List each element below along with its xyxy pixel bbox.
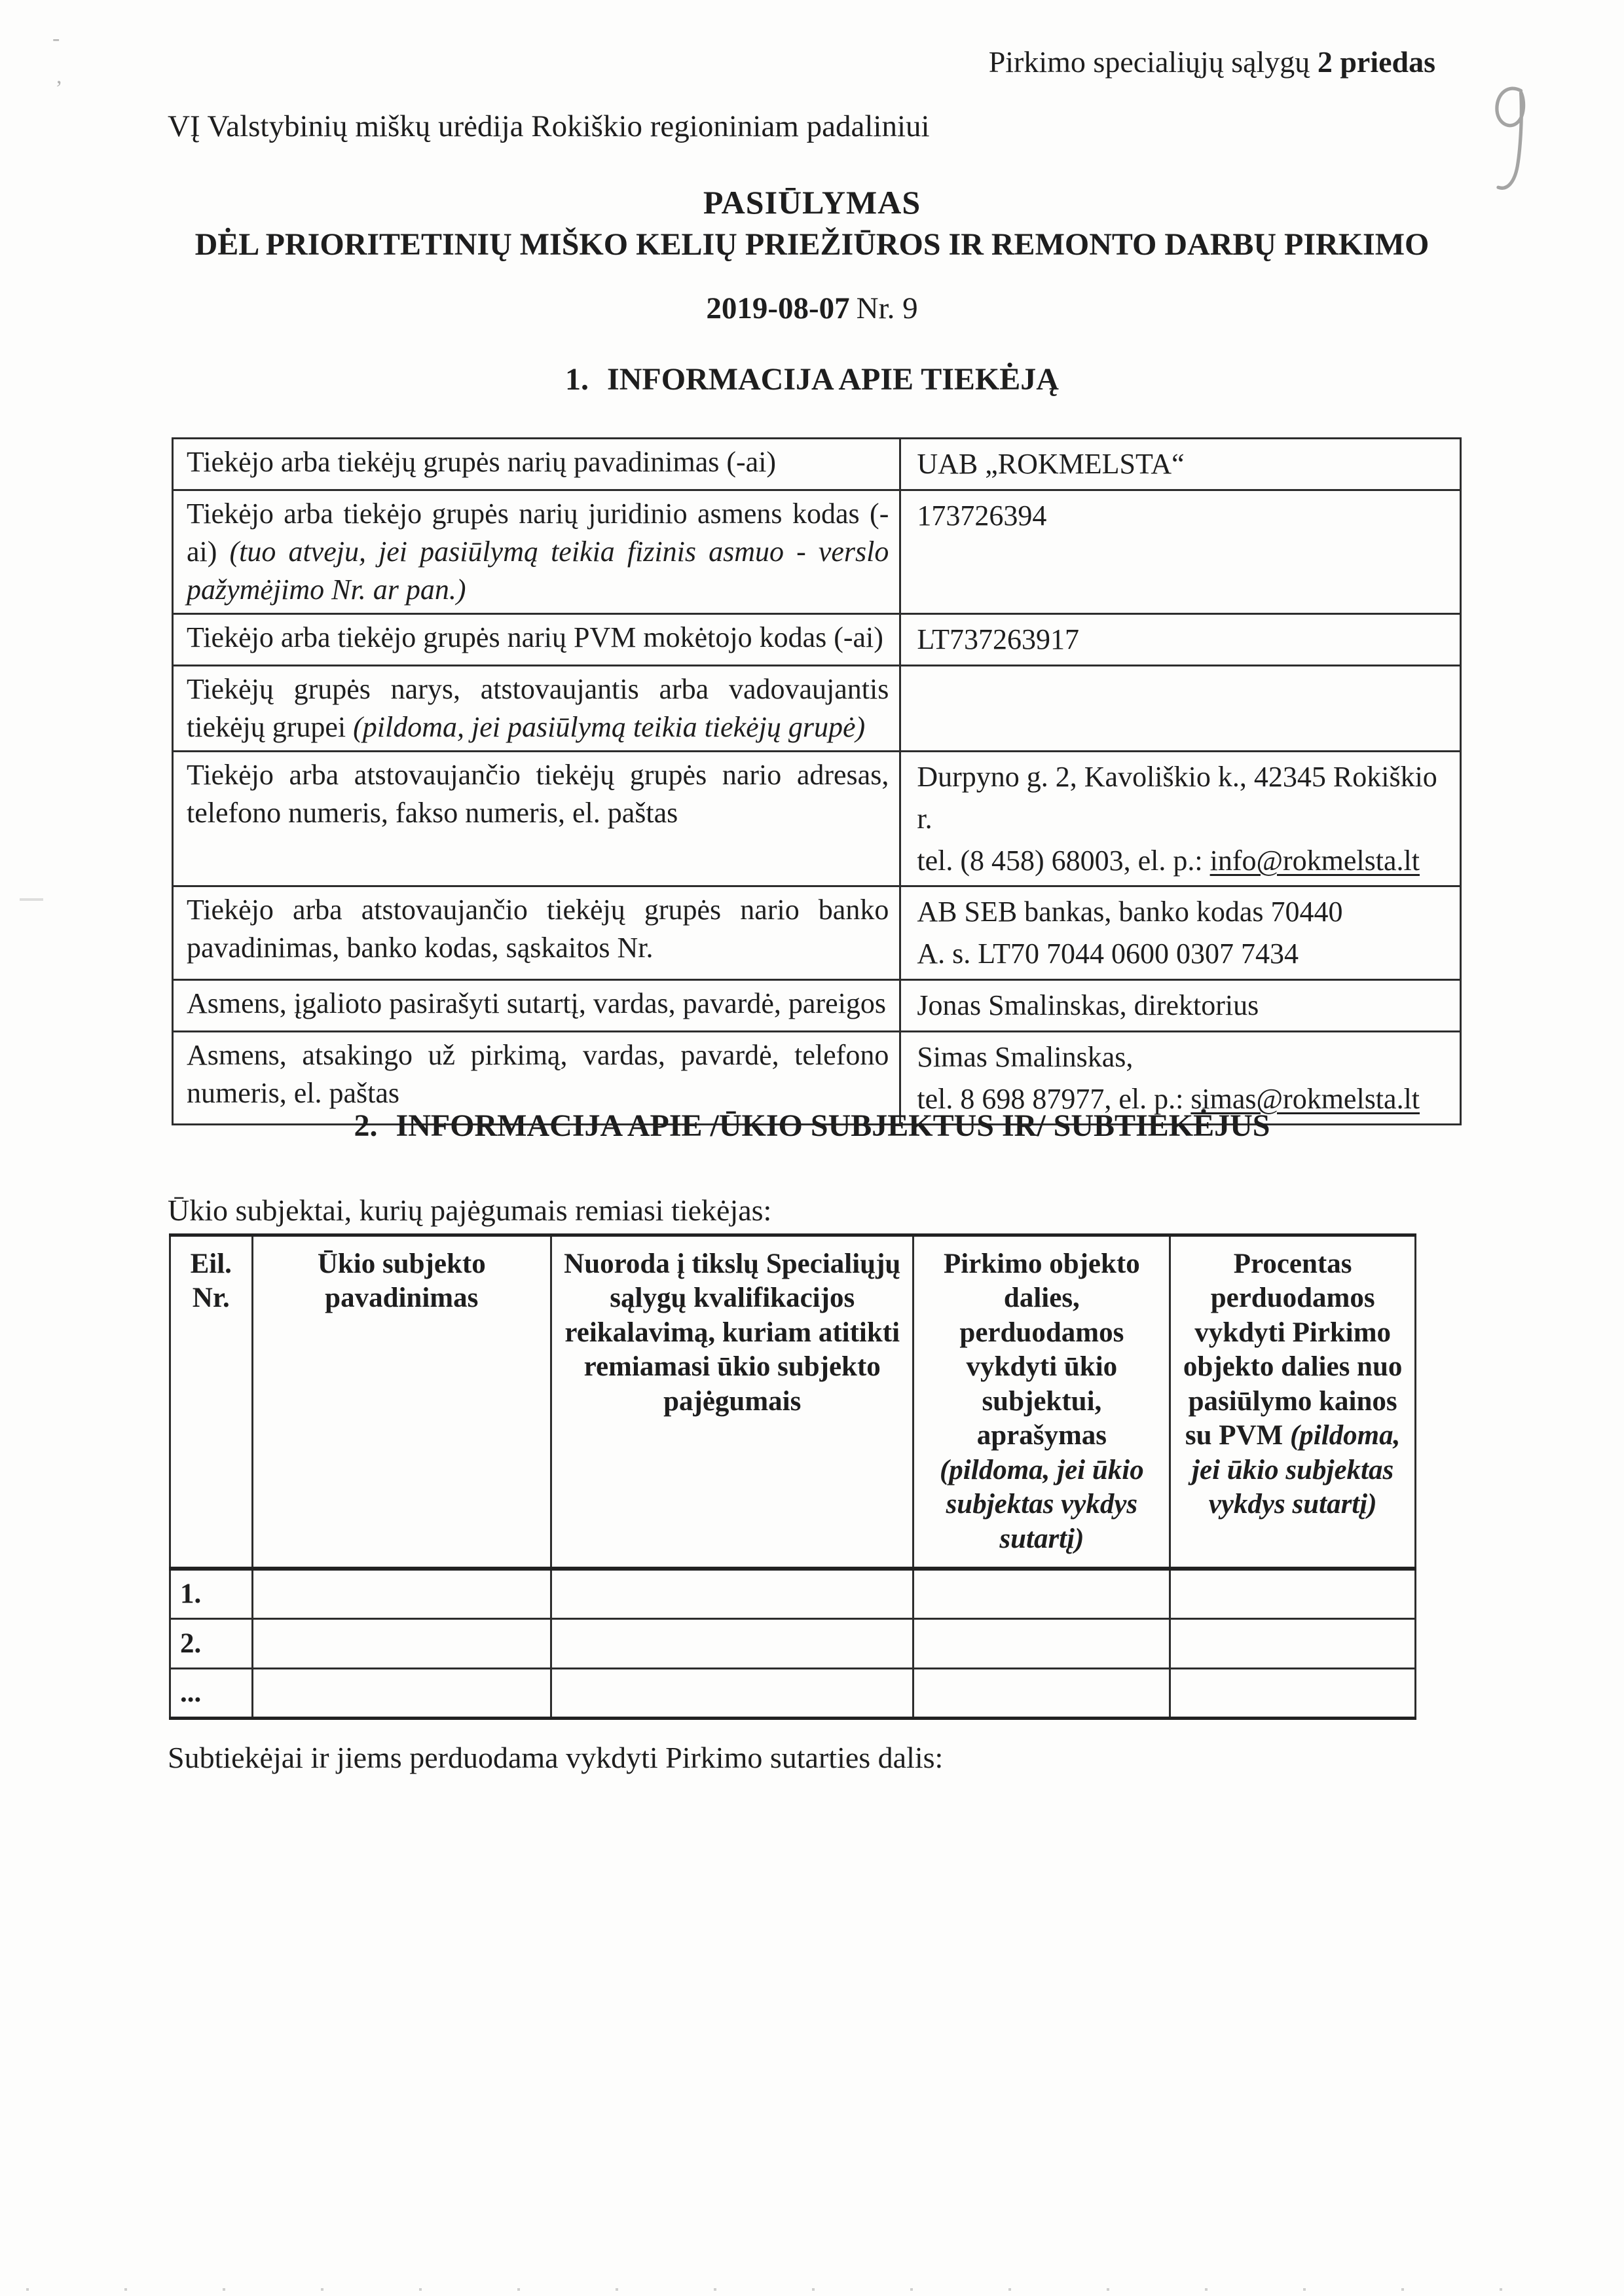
subcontractors-note: Subtiekėjai ir jiems perduodama vykdyti Pirkimo sutarties dalis: (168, 1741, 944, 1774)
empty-cell (551, 1569, 913, 1618)
row-label: Asmens, atsakingo už pirkimą, vardas, pavardė, telefono numeris, el. paštas (173, 1031, 900, 1125)
row-number: 2. (170, 1618, 253, 1668)
row-label: Tiekėjų grupės narys, atstovaujantis arba vadovaujantis tiekėjų grupei (pildoma, jei pasiūlymą teikia tiekėjų grupė) (173, 665, 900, 751)
section2-number: 2. (354, 1108, 378, 1143)
table-row (173, 490, 1461, 613)
supplier-info-table (172, 437, 1462, 1125)
table-row (173, 439, 1461, 490)
row-label-note: (pildoma, jei pasiūlymą teikia tiekėjų grupė) (353, 710, 866, 743)
table-row (173, 886, 1461, 980)
value-line: LT737263917 (917, 623, 1080, 656)
row-number: ... (170, 1668, 253, 1718)
empty-cell (913, 1668, 1170, 1718)
subjects-intro: Ūkio subjektai, kurių pajėgumais remiasi tiekėjas: (168, 1194, 772, 1227)
section1-heading (85, 361, 1539, 397)
document-date (85, 291, 1539, 326)
section2-title: INFORMACIJA APIE /ŪKIO SUBJEKTUS IR/ SUBTIEKĖJUS (396, 1108, 1270, 1143)
value-line: 173726394 (917, 499, 1047, 532)
row-label-note: (tuo atveju, jei pasiūlymą teikia fizinis asmuo - verslo pažymėjimo Nr. ar pan.) (187, 535, 889, 606)
row-value (900, 490, 1461, 613)
document-number: Nr. 9 (856, 291, 918, 325)
value-line: tel. (8 458) 68003, el. p.: info@rokmelsta.lt (917, 844, 1420, 877)
empty-cell (913, 1569, 1170, 1618)
row-label: Asmens, įgalioto pasirašyti sutartį, vardas, pavardė, pareigos (173, 979, 900, 1031)
empty-cell (1170, 1569, 1416, 1618)
column-header-note: (pildoma, jei ūkio subjektas vykdys sutartį) (1192, 1420, 1401, 1520)
row-label: Tiekėjo arba atstovaujančio tiekėjų grupės nario banko pavadinimas, banko kodas, sąskaitos Nr. (173, 886, 900, 980)
row-label: Tiekėjo arba tiekėjų grupės narių pavadinimas (-ai) (173, 439, 900, 490)
table-row (170, 1618, 1416, 1668)
column-header-note: (pildoma, jei ūkio subjektas vykdys sutartį) (939, 1454, 1144, 1554)
table-row (173, 979, 1461, 1031)
attachment-reference (989, 45, 1435, 79)
column-header: Ūkio subjekto pavadinimas (252, 1235, 551, 1569)
value-line: AB SEB bankas, banko kodas 70440 (917, 896, 1343, 928)
value-line: tel. 8 698 87977, el. p.: simas@rokmelsta.lt (917, 1082, 1420, 1115)
column-header: Nuoroda į tikslų Specialiųjų sąlygų kvalifikacijos reikalavimą, kuriam atitikti remiamasi ūkio subjekto pajėgumais (551, 1235, 913, 1569)
scan-artifacts (26, 2288, 1598, 2291)
empty-cell (252, 1569, 551, 1618)
subjects-table (169, 1233, 1416, 1720)
scan-artifact (20, 898, 43, 901)
value-line: A. s. LT70 7044 0600 0307 7434 (917, 938, 1299, 970)
row-value (900, 751, 1461, 886)
email-link: info@rokmelsta.lt (1209, 844, 1420, 877)
table-row (173, 665, 1461, 751)
empty-cell (551, 1668, 913, 1718)
handwritten-page-number (1488, 82, 1539, 199)
attachment-reference-number: 2 priedas (1317, 45, 1435, 79)
value-line: Jonas Smalinskas, direktorius (917, 989, 1259, 1021)
value-line: UAB „ROKMELSTA“ (917, 448, 1185, 480)
scan-artifact: , (56, 64, 62, 88)
table-row (170, 1569, 1416, 1618)
section1-number: 1. (565, 362, 589, 397)
row-label: Tiekėjo arba tiekėjo grupės narių PVM mokėtojo kodas (-ai) (173, 614, 900, 666)
document-title: PASIŪLYMAS (703, 184, 921, 221)
table-row (170, 1668, 1416, 1718)
empty-cell (1170, 1668, 1416, 1718)
attachment-reference-text: Pirkimo specialiųjų sąlygų (988, 45, 1318, 79)
row-label: Tiekėjo arba atstovaujančio tiekėjų grupės nario adresas, telefono numeris, fakso numeris, el. paštas (173, 751, 900, 886)
empty-cell (551, 1618, 913, 1668)
row-number: 1. (170, 1569, 253, 1618)
row-label: Tiekėjo arba tiekėjo grupės narių juridinio asmens kodas (-ai) (tuo atveju, jei pasiūlymą teikia fizinis asmuo - verslo pažymėjimo Nr. ar pan.) (173, 490, 900, 613)
empty-cell (1170, 1618, 1416, 1668)
empty-cell (252, 1668, 551, 1718)
recipient-line: VĮ Valstybinių miškų urėdija Rokiškio regioniniam padaliniui (168, 109, 930, 143)
column-header: Pirkimo objekto dalies, perduodamos vykdyti ūkio subjektui, aprašymas (pildoma, jei ūkio subjektas vykdys sutartį) (913, 1235, 1170, 1569)
row-value (900, 614, 1461, 666)
row-value (900, 886, 1461, 980)
empty-cell (913, 1618, 1170, 1668)
section1-title: INFORMACIJA APIE TIEKĖJĄ (607, 362, 1059, 397)
empty-cell (252, 1618, 551, 1668)
column-header: Eil. Nr. (170, 1235, 253, 1569)
row-value (900, 439, 1461, 490)
row-value (900, 665, 1461, 751)
table-row (173, 751, 1461, 886)
scan-artifact: - (52, 26, 60, 50)
table-row (173, 614, 1461, 666)
value-line: Durpyno g. 2, Kavoliškio k., 42345 Rokiškio r. (917, 760, 1437, 835)
section2-heading (85, 1108, 1539, 1144)
document-date-value: 2019-08-07 (706, 291, 850, 325)
column-header: Procentas perduodamos vykdyti Pirkimo objekto dalies nuo pasiūlymo kainos su PVM (pildoma, jei ūkio subjektas vykdys sutartį) (1170, 1235, 1416, 1569)
value-line: Simas Smalinskas, (917, 1040, 1134, 1073)
document-subtitle: DĖL PRIORITETINIŲ MIŠKO KELIŲ PRIEŽIŪROS IR REMONTO DARBŲ PIRKIMO (194, 227, 1430, 262)
row-value (900, 979, 1461, 1031)
email-link: simas@rokmelsta.lt (1190, 1082, 1420, 1115)
